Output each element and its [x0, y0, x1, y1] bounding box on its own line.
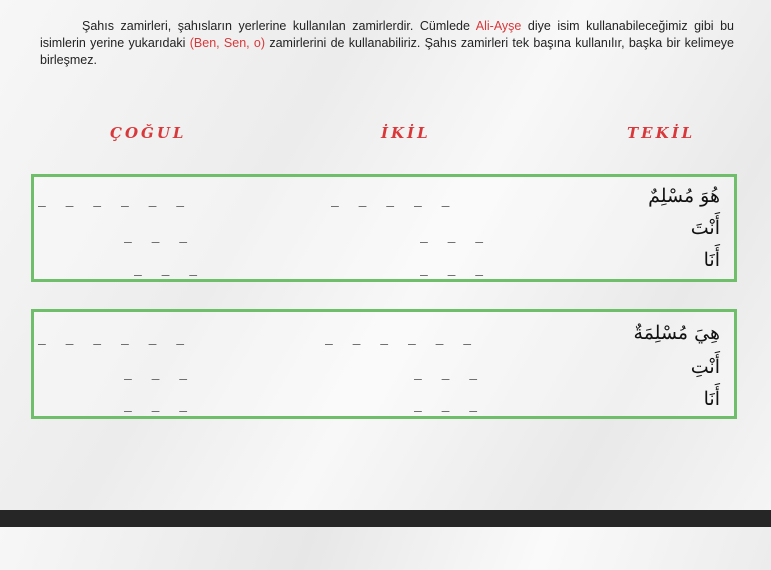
blank-cogul-1[interactable]: – – – – – – [38, 199, 191, 214]
blank-ikil-f2[interactable]: – – – [414, 372, 484, 387]
feminine-pronoun-box [31, 309, 737, 419]
arabic-hiya-muslima: هِيَ مُسْلِمَةٌ [633, 322, 720, 344]
arabic-huwa-muslim: هُوَ مُسْلِمٌ [648, 185, 720, 207]
blank-cogul-3[interactable]: – – – [134, 268, 204, 283]
arabic-ana-1: أَنَا [703, 249, 720, 271]
blank-ikil-2[interactable]: – – – [420, 235, 490, 250]
pronoun-example: (Ben, Sen, o) [189, 36, 266, 50]
blank-ikil-f1[interactable]: – – – – – – [325, 337, 478, 352]
blank-cogul-f3[interactable]: – – – [124, 404, 194, 419]
para-text-1: Şahıs zamirleri, şahısların yerlerine kullanılan zamirlerdir. Cümlede [82, 19, 476, 33]
arabic-anti: أَنْتِ [690, 356, 720, 378]
heading-tekil: TEKİL [627, 124, 696, 142]
blank-ikil-1[interactable]: – – – – – [331, 199, 456, 214]
blank-ikil-f3[interactable]: – – – [414, 404, 484, 419]
blank-cogul-f2[interactable]: – – – [124, 372, 194, 387]
heading-cogul: ÇOĞUL [110, 124, 187, 142]
para-text-2: diye isim kullanabileceğimiz gibi bu isimlerin yerine yukarıdaki [40, 19, 734, 50]
masculine-pronoun-box [31, 174, 737, 282]
blank-ikil-3[interactable]: – – – [420, 268, 490, 283]
footer-background [0, 527, 771, 570]
blank-cogul-2[interactable]: – – – [124, 235, 194, 250]
heading-ikil: İKİL [381, 124, 431, 142]
name-example: Ali-Ayşe [475, 19, 522, 33]
footer-dark-band [0, 510, 771, 527]
para-text-3: zamirlerini de kullanabiliriz. Şahıs zamirleri tek başına kullanılır, başka bir kelimeye birleşmez. [40, 36, 734, 67]
arabic-ana-2: أَنَا [703, 388, 720, 410]
intro-paragraph [40, 18, 734, 69]
blank-cogul-f1[interactable]: – – – – – – [38, 337, 191, 352]
arabic-anta: أَنْتَ [690, 217, 720, 239]
